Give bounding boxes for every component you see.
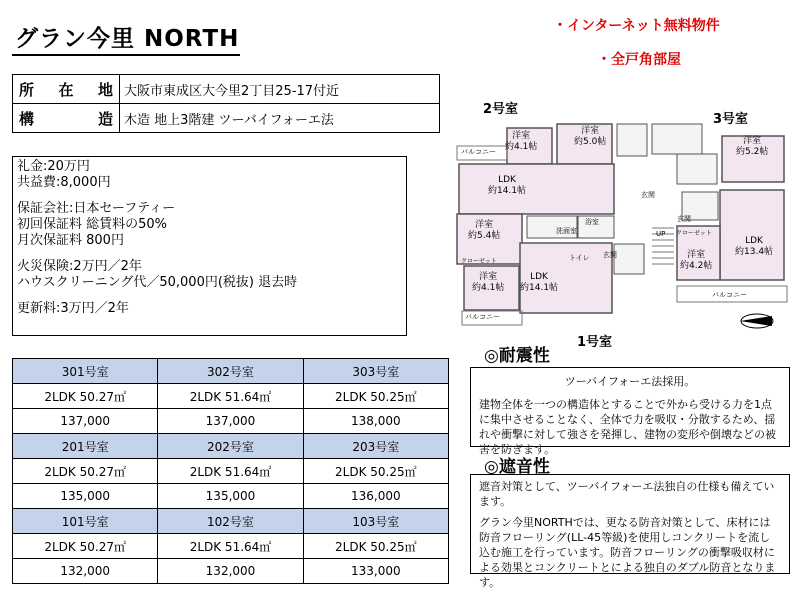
unit2-label: 2号室 [483, 102, 519, 117]
unit3-label: 3号室 [713, 112, 749, 127]
label-ldk141a: LDK 約14.1帖 [488, 175, 527, 196]
room-layout-row [13, 459, 449, 484]
room-number: 101号室 [13, 509, 158, 534]
room-rent: 135,000 [158, 484, 303, 509]
label-entrance-3: 玄関 [677, 215, 691, 223]
room-layout: 2LDK 51.64㎡ [158, 459, 303, 484]
address-value: 大阪市東成区大今里2丁目25-17付近 [120, 75, 440, 104]
room-layout-row [13, 534, 449, 559]
room-rent-table [12, 358, 449, 584]
room-ldk134 [720, 190, 784, 280]
label-wash-1: 洗面室 [556, 227, 577, 235]
room-number: 202号室 [158, 434, 303, 459]
room-layout: 2LDK 50.27㎡ [13, 459, 158, 484]
label-balcony-2: バルコニー [461, 148, 496, 156]
room-rent: 132,000 [13, 559, 158, 584]
fees-box [12, 156, 407, 336]
room-number: 203号室 [303, 434, 448, 459]
sound-title: ◎遮音性 [484, 457, 550, 477]
label-yo52: 洋室 約5.2帖 [736, 136, 769, 157]
room-number: 102号室 [158, 509, 303, 534]
room-layout: 2LDK 50.27㎡ [13, 534, 158, 559]
room-header-row [13, 434, 449, 459]
label-closet-3: クローゼット [676, 230, 712, 237]
room-layout: 2LDK 51.64㎡ [158, 384, 303, 409]
label-closet-1: クローゼット [461, 258, 497, 265]
address-label: 所 在 地 [13, 75, 120, 104]
sound-lead: 遮音対策として、ツーバイフォーエ法独自の仕様も備えています。 [479, 480, 775, 508]
room-layout: 2LDK 50.25㎡ [303, 534, 448, 559]
room-layout: 2LDK 50.27㎡ [13, 384, 158, 409]
address-row [13, 75, 440, 104]
property-info-table [12, 74, 440, 133]
label-entrance-1: 玄関 [603, 251, 617, 259]
room-layout: 2LDK 51.64㎡ [158, 534, 303, 559]
label-yo50: 洋室 約5.0帖 [574, 126, 607, 147]
room-number: 103号室 [303, 509, 448, 534]
room-header-row [13, 509, 449, 534]
guarantee-monthly-text: 月次保証料 800円 [17, 233, 124, 248]
label-balcony-3: バルコニー [712, 291, 747, 299]
label-bath-1: 浴室 [585, 218, 599, 226]
room-rent: 132,000 [158, 559, 303, 584]
structure-label: 構 造 [13, 104, 120, 133]
quake-body: 建物全体を一つの構造体とすることで外から受ける力を1点に集中させることなく、全体で力を吸収・分散するため、揺れや衝撃に対して強さを発揮し、建物の変形や倒壊などの被害を防ぎます。 [479, 398, 776, 456]
reikin-text: 礼金:20万円 [17, 159, 90, 174]
fire-insurance-text: 火災保険:2万円／2年 [17, 259, 142, 274]
room-rent: 137,000 [158, 409, 303, 434]
compass-icon [740, 314, 773, 328]
unit1-label: 1号室 [577, 335, 613, 350]
label-yo42: 洋室 約4.2帖 [680, 250, 713, 271]
cleaning-fee-text: ハウスクリーニング代／50,000円(税抜) 退去時 [17, 275, 298, 290]
label-yo54: 洋室 約5.4帖 [468, 220, 501, 241]
label-yo41b: 洋室 約4.1帖 [472, 272, 505, 293]
room-layout: 2LDK 50.25㎡ [303, 384, 448, 409]
sound-body: グラン今里NORTHでは、更なる防音対策として、床材には防音フローリング(LL-45等級)を使用しコンクリートを流し込む施工を行っています。防音フローリングの衝撃吸収材による効果とコンクリートとによる独自のダブル防音となります。 [479, 516, 776, 589]
renewal-fee-text: 更新料:3万円／2年 [17, 301, 129, 316]
room-layout: 2LDK 50.25㎡ [303, 459, 448, 484]
title-underline [12, 54, 240, 56]
room-rent-row [13, 559, 449, 584]
room-rent: 133,000 [303, 559, 448, 584]
room-rent: 137,000 [13, 409, 158, 434]
label-entrance-2: 玄関 [641, 191, 655, 199]
room-rent: 136,000 [303, 484, 448, 509]
label-yo41a: 洋室 約4.1帖 [505, 131, 538, 152]
structure-row [13, 104, 440, 133]
room-rent: 138,000 [303, 409, 448, 434]
guarantee-initial-text: 初回保証料 総賃料の50% [17, 217, 168, 232]
quake-panel [470, 367, 790, 456]
label-balcony-1: バルコニー [465, 313, 500, 321]
label-up: UP [656, 230, 666, 238]
page-title: グラン今里 NORTH [15, 26, 240, 52]
quake-lead: ツーバイフォーエ法採用。 [564, 375, 696, 388]
room-number: 201号室 [13, 434, 158, 459]
label-toilet-1: トイレ [569, 254, 590, 262]
room-rent-row [13, 409, 449, 434]
room-header-row [13, 359, 449, 384]
highlight-internet: ・インターネット無料物件 [553, 18, 720, 34]
room-ldk141a [459, 164, 614, 214]
kyoeki-text: 共益費:8,000円 [17, 175, 111, 190]
room-number: 302号室 [158, 359, 303, 384]
label-ldk141b: LDK 約14.1帖 [520, 272, 559, 293]
sound-panel [470, 474, 790, 589]
room-rent: 135,000 [13, 484, 158, 509]
room-number: 303号室 [303, 359, 448, 384]
highlight-corner: ・全戸角部屋 [597, 52, 681, 68]
guarantee-company-text: 保証会社:日本セーフティー [17, 201, 176, 216]
label-ldk134: LDK 約13.4帖 [735, 236, 774, 257]
structure-value: 木造 地上3階建 ツーバイフォーエ法 [120, 104, 440, 133]
room-layout-row [13, 384, 449, 409]
room-rent-row [13, 484, 449, 509]
quake-title: ◎耐震性 [484, 346, 550, 366]
room-number: 301号室 [13, 359, 158, 384]
